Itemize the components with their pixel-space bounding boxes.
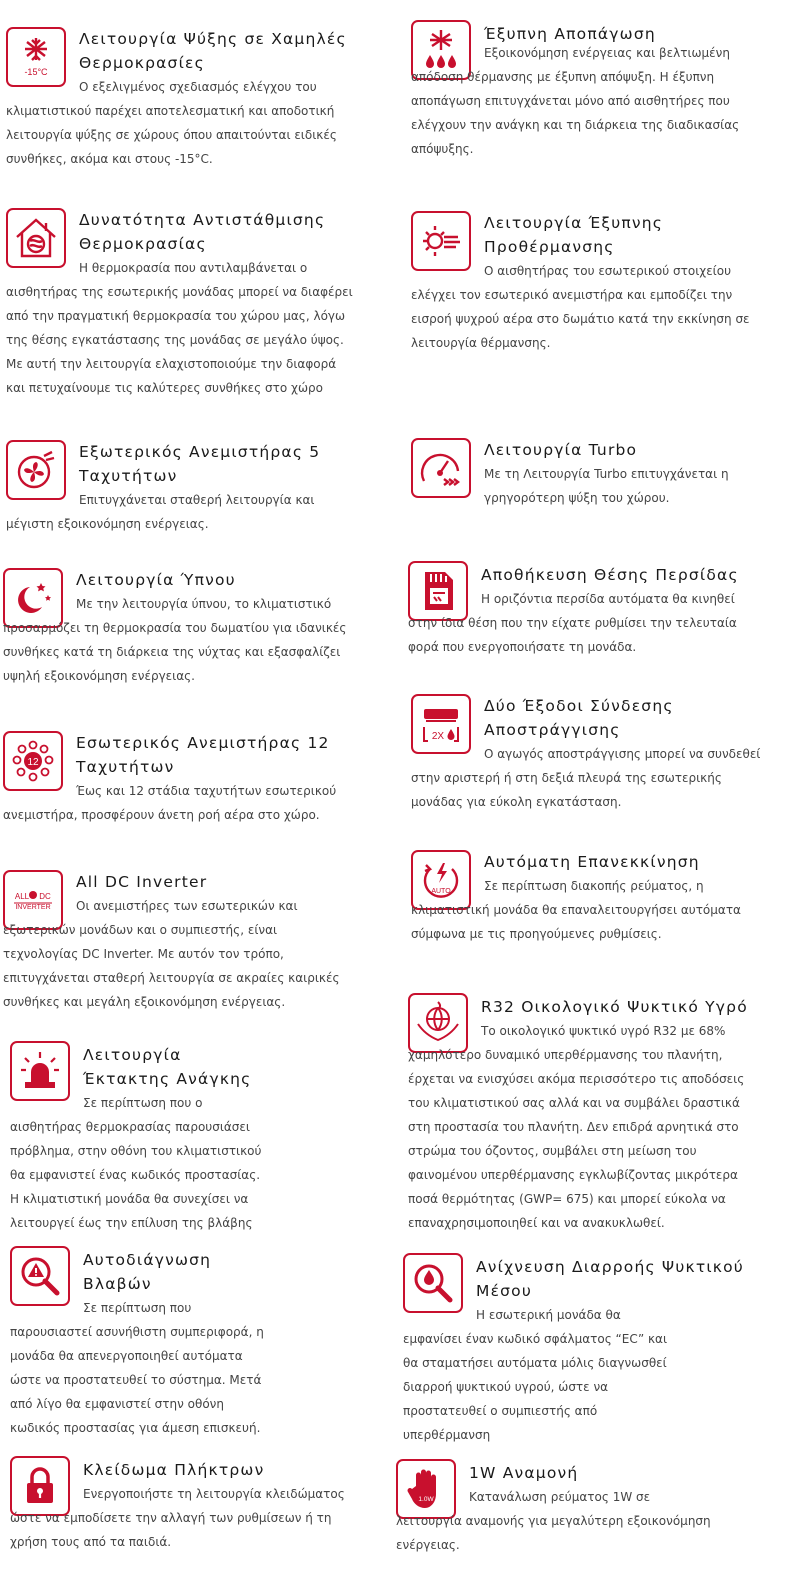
svg-text:2X: 2X: [431, 731, 445, 742]
feature-emergency: [10, 1041, 280, 1231]
feature-description: Εξοικονόμηση ενέργειας και βελτιωμένη απόδοση θέρμανσης με έξυπνη απόψυξη. Η έξυπνη αποπάγωση επιτυγχάνεται μόνο από αισθητήρες που ελέγχουν την ανάγκη και τη διάρκεια της διαδικασίας απόψυξης.: [411, 46, 740, 156]
svg-text:12: 12: [27, 757, 39, 768]
feature-description: Σε περίπτωση που παρουσιαστεί ασυνήθιστη συμπεριφορά, η μονάδα θα απενεργοποιηθεί αυτόματα ώστε να προστατευθεί το σύστημα. Μετά από λίγο θα εμφανιστεί στην οθόνη κωδικός προστασίας για άμεση επισκευή.: [10, 1301, 264, 1435]
feature-description: Με τη Λειτουργία Turbo επιτυγχάνεται η γρηγορότερη ψύξη του χώρου.: [484, 467, 729, 505]
feature-louver-memory: [408, 561, 773, 661]
svg-text:ALL: ALL: [14, 892, 30, 901]
feature-description: Έως και 12 στάδια ταχυτήτων εσωτερικού ανεμιστήρα, προσφέρουν άνετη ροή αέρα στο χώρο.: [3, 784, 337, 822]
feature-smart-defrost: [411, 20, 771, 170]
feature-title: Δύο Έξοδοι Σύνδεσης Αποστράγγισης: [484, 697, 674, 739]
feature-temp-compensation: [6, 208, 376, 408]
feature-title: Αυτόματη Επανεκκίνηση: [484, 853, 700, 871]
feature-title: Έξυπνη Απoπάγωση: [484, 25, 656, 43]
feature-self-diagnosis: [10, 1246, 280, 1441]
feature-description: Το οικολογικό ψυκτικό υγρό R32 με 68% χαμηλότερο δυναμικό υπερθέρμανσης του πλανήτη, έρχεται να ενισχύσει ακόμα περισσότερο τις αποδόσεις του κλιματιστικού σας αλλά και να συμβάλει δραστικά στη προστασία του πλανήτη. Δεν επιδρά αρνητικά στο στρώμα του όζοντος, συμβάλει στη μείωση του φαινομένου υπερθέρμανσης εγκλωβίζοντας μικρότερα ποσά θερμότητας (GWP= 675) και μπορεί εύκολα να επαναχρησιμοποιηθεί και να ανακυκλωθεί.: [408, 1024, 745, 1230]
feature-title: Αποθήκευση Θέσης Περσίδας: [481, 566, 739, 584]
feature-description: Ο εξελιγμένος σχεδιασμός ελέγχου του κλιματιστικού παρέχει αποτελεσματική και αποδοτική λειτουργία ψύξης σε χώρους όπου απαιτούνται ειδικές συνθήκες, ακόμα και στους -15°C.: [6, 80, 337, 166]
svg-text:1.0W: 1.0W: [418, 1496, 434, 1503]
feature-leak-detection: [403, 1253, 773, 1443]
feature-dual-drain: [411, 694, 771, 816]
feature-title: Λειτουργία Έκτακτης Ανάγκης: [83, 1046, 252, 1088]
feature-description: Ο αγωγός αποστράγγισης μπορεί να συνδεθεί στην αριστερή ή στη δεξιά πλευρά της εσωτερικής μονάδας για εύκολη εγκατάσταση.: [411, 747, 761, 809]
svg-text:AUTO: AUTO: [431, 888, 451, 895]
feature-standby-1w: [396, 1459, 776, 1559]
feature-title: All DC Inverter: [76, 873, 208, 891]
feature-title: Ανίχνευση Διαρροής Ψυκτικού Μέσου: [476, 1258, 744, 1300]
feature-description: Οι ανεμιστήρες των εσωτερικών και εξωτερικών μονάδων και ο συμπιεστής, είναι τεχνολογίας DC Inverter. Με αυτόν τον τρόπο, επιτυγχάνεται σταθερή λειτουργία σε ακραίες καιρικές συνθήκες και μεγάλη εξοικονόμηση ενέργειας.: [3, 899, 340, 1009]
svg-text:DC: DC: [39, 892, 51, 901]
feature-indoor-fan-12: [3, 731, 373, 826]
feature-description: Η θερμοκρασία που αντιλαμβάνεται ο αισθητήρας της εσωτερικής μονάδας μπορεί να διαφέρει από την πραγματική θερμοκρασία του χώρου μας, λόγω της θέσης εγκατάστασης της μονάδας σε μεγάλο ύψος. Με αυτή την λειτουργία ελαχιστοποιούμε την διαφορά και πετυχαίνουμε τις καλύτερες συνθήκες στο χώρο: [6, 261, 353, 395]
feature-description: Σε περίπτωση που ο αισθητήρας θερμοκρασίας παρουσιάσει πρόβλημα, στην οθόνη του κλιματιστικού θα εμφανιστεί ένας κωδικός προστασίας. Η κλιματιστική μονάδα θα συνεχίσει να λειτουργεί έως την επίλυση της βλάβης: [10, 1096, 262, 1230]
feature-smart-preheat: [411, 211, 771, 356]
feature-description: Ο αισθητήρας του εσωτερικού στοιχείου ελέγχει τον εσωτερικό ανεμιστήρα και εμποδίζει την εισροή ψυχρού αέρα στο δωμάτιο κατά την εκκίνηση σε λειτουργία θέρμανσης.: [411, 264, 750, 350]
feature-title: Κλείδωμα Πλήκτρων: [83, 1461, 265, 1479]
feature-title: Λειτουργία Turbo: [484, 441, 638, 459]
feature-title: R32 Οικολογικό Ψυκτικό Υγρό: [481, 998, 748, 1016]
svg-text:INVERTER: INVERTER: [15, 904, 51, 911]
feature-outdoor-fan-5: [6, 440, 376, 535]
feature-description: Η εσωτερική μονάδα θα εμφανίσει έναν κωδικό σφάλματος “EC” και θα σταματήσει αυτόματα μόλις διαγνωσθεί διαρροή ψυκτικού υγρού, ώστε να προστατευθεί ο συμπιεστής από υπερθέρμανση: [403, 1308, 668, 1442]
feature-description: Επιτυγχάνεται σταθερή λειτουργία και μέγιστη εξοικονόμηση ενέργειας.: [6, 493, 315, 531]
feature-title: Εξωτερικός Ανεμιστήρας 5 Ταχυτήτων: [79, 443, 321, 485]
feature-title: Λειτουργία Ύπνου: [76, 571, 236, 589]
feature-description: Κατανάλωση ρεύματος 1W σε λειτουργία αναμονής για μεγαλύτερη εξοικονόμηση ενέργειας.: [396, 1490, 711, 1552]
feature-all-dc-inverter: [3, 870, 373, 1015]
feature-title: Αυτοδιάγνωση Βλαβών: [83, 1251, 212, 1293]
feature-description: Ενεργοποιήστε τη λειτουργία κλειδώματος ώστε να εμποδίσετε την αλλαγή των ρυθμίσεων ή τη χρήση τους από τα παιδιά.: [10, 1487, 345, 1549]
feature-description: Με την λειτουργία ύπνου, το κλιματιστικό προσαρμόζει τη θερμοκρασία του δωματίου για ιδανικές συνθήκες κατά τη διάρκεια της νύχτας και εξασφαλίζει υψηλή εξοικονόμηση ενέργειας.: [3, 597, 347, 683]
feature-description: Η οριζόντια περσίδα αυτόματα θα κινηθεί στην ίδια θέση που την είχατε ρυθμίσει την τελευταία φορά που ενεργοποιήσατε τη μονάδα.: [408, 592, 737, 654]
feature-description: Σε περίπτωση διακοπής ρεύματος, η κλιματιστική μονάδα θα επαναλειτουργήσει αυτόματα σύμφωνα με τις προηγούμενες ρυθμίσεις.: [411, 879, 741, 941]
feature-r32: [408, 993, 778, 1238]
feature-turbo: [411, 438, 771, 518]
feature-key-lock: [10, 1456, 380, 1556]
feature-low-temp-cooling: [6, 27, 376, 167]
feature-title: Δυνατότητα Αντιστάθμισης Θερμοκρασίας: [79, 211, 326, 253]
feature-title: Εσωτερικός Ανεμιστήρας 12 Ταχυτήτων: [76, 734, 330, 776]
feature-title: Λειτουργία Ψύξης σε Χαμηλές Θερμοκρασίες: [79, 30, 347, 72]
feature-title: Λειτουργία Έξυπνης Προθέρμανσης: [484, 214, 664, 256]
feature-auto-restart: [411, 850, 771, 950]
feature-sleep-mode: [3, 568, 373, 693]
svg-text:-15°C: -15°C: [24, 67, 48, 77]
feature-title: 1W Αναμονή: [469, 1464, 579, 1482]
speedometer-icon: [411, 438, 471, 498]
